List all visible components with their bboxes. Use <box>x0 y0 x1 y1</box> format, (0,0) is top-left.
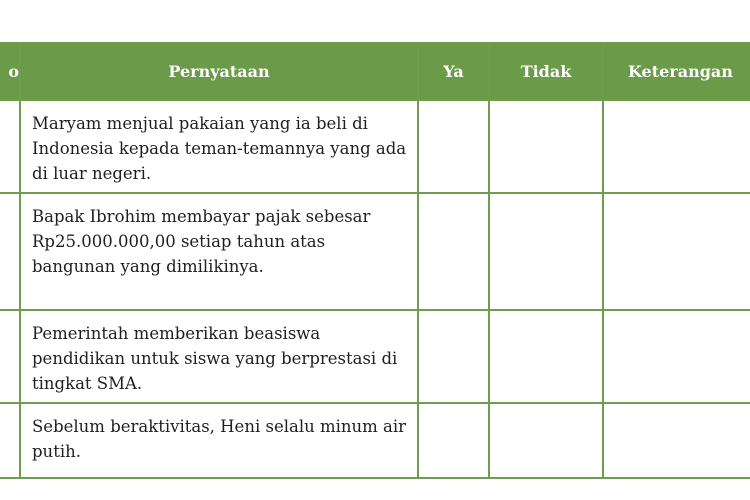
no-cell[interactable] <box>489 310 603 403</box>
header-number: o <box>0 43 20 100</box>
header-row <box>0 43 750 100</box>
table-row <box>0 403 750 478</box>
notes-cell[interactable] <box>603 193 750 310</box>
no-cell[interactable] <box>489 193 603 310</box>
header-notes: Keterangan <box>603 43 750 100</box>
table-row <box>0 310 750 403</box>
yes-cell[interactable] <box>418 310 489 403</box>
yes-cell[interactable] <box>418 403 489 478</box>
statement-cell: Sebelum beraktivitas, Heni selalu minum air putih. <box>20 403 418 478</box>
statement-cell: Pemerintah memberikan beasiswa pendidikan untuk siswa yang berprestasi di tingkat SMA. <box>20 310 418 403</box>
row-number-cell <box>0 100 20 193</box>
statement-table <box>0 42 750 479</box>
row-number-cell <box>0 193 20 310</box>
statement-table-container <box>0 42 750 479</box>
statement-cell: Bapak Ibrohim membayar pajak sebesar Rp25.000.000,00 setiap tahun atas bangunan yang dimilikinya. <box>20 193 418 310</box>
table-row <box>0 193 750 310</box>
no-cell[interactable] <box>489 100 603 193</box>
notes-cell[interactable] <box>603 403 750 478</box>
header-no: Tidak <box>489 43 603 100</box>
notes-cell[interactable] <box>603 100 750 193</box>
header-yes: Ya <box>418 43 489 100</box>
table-row <box>0 100 750 193</box>
header-statement: Pernyataan <box>20 43 418 100</box>
yes-cell[interactable] <box>418 100 489 193</box>
notes-cell[interactable] <box>603 310 750 403</box>
no-cell[interactable] <box>489 403 603 478</box>
row-number-cell <box>0 403 20 478</box>
yes-cell[interactable] <box>418 193 489 310</box>
statement-cell: Maryam menjual pakaian yang ia beli di Indonesia kepada teman-temannya yang ada di luar negeri. <box>20 100 418 193</box>
row-number-cell <box>0 310 20 403</box>
